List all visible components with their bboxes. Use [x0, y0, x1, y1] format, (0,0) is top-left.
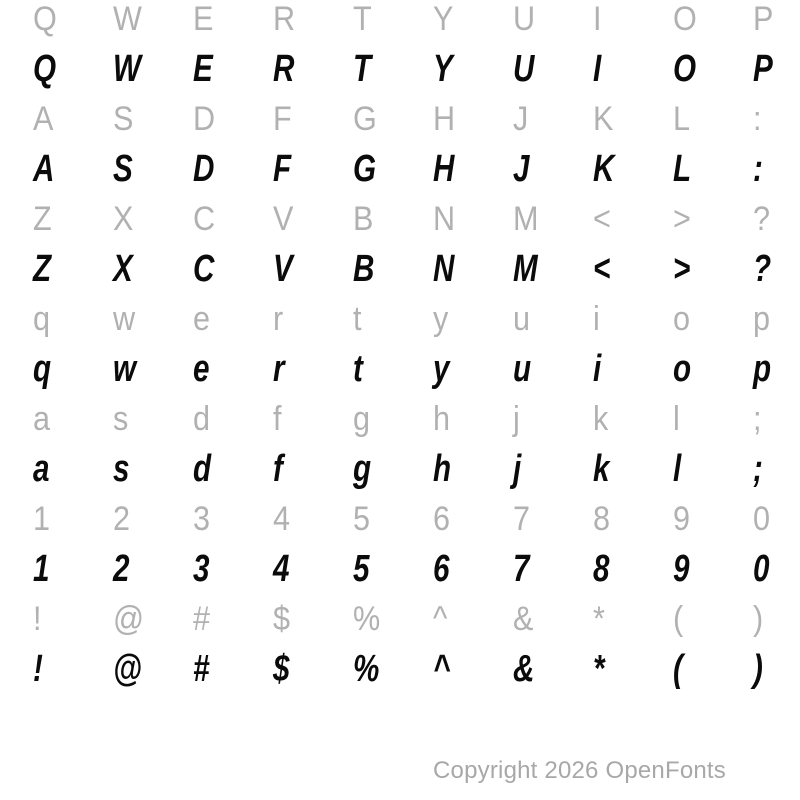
glyph-cell: i — [593, 348, 602, 390]
glyph-cell: 8 — [593, 548, 610, 590]
glyph-cell: K — [593, 148, 615, 190]
glyph-cell: * — [593, 600, 605, 638]
glyph-grid — [33, 0, 800, 694]
glyph-cell: k — [593, 400, 609, 438]
glyph-cell: f — [273, 400, 282, 438]
glyph-cell: V — [273, 200, 294, 238]
glyph-cell: A — [33, 100, 54, 138]
glyph-cell: 2 — [113, 500, 131, 538]
glyph-cell: P — [753, 48, 773, 90]
glyph-cell: Z — [33, 200, 52, 238]
glyph-cell: % — [353, 600, 381, 638]
glyph-cell: F — [273, 100, 292, 138]
glyph-cell: R — [273, 48, 295, 90]
glyph-cell: a — [33, 448, 50, 490]
glyph-cell: S — [113, 100, 134, 138]
glyph-cell: o — [673, 300, 691, 338]
glyph-cell: M — [513, 200, 539, 238]
glyph-cell: s — [113, 400, 129, 438]
glyph-cell: T — [353, 48, 372, 90]
glyph-cell: p — [753, 348, 772, 390]
glyph-cell: B — [353, 200, 374, 238]
glyph-cell: H — [433, 100, 456, 138]
glyph-cell: S — [113, 148, 133, 190]
glyph-cell: % — [353, 648, 380, 690]
glyph-cell: w — [113, 300, 136, 338]
glyph-cell: 1 — [33, 500, 51, 538]
glyph-cell: h — [433, 400, 451, 438]
glyph-cell: ( — [673, 600, 684, 638]
glyph-row-digits-muted — [33, 494, 800, 544]
glyph-row-digits-featured — [33, 544, 800, 594]
glyph-cell: d — [193, 448, 212, 490]
glyph-cell: G — [353, 100, 377, 138]
glyph-cell: f — [273, 448, 283, 490]
glyph-cell: D — [193, 148, 215, 190]
glyph-cell: Q — [33, 0, 57, 38]
glyph-cell: $ — [273, 600, 291, 638]
glyph-cell: g — [353, 400, 371, 438]
glyph-cell: # — [193, 648, 210, 690]
glyph-cell: 4 — [273, 548, 290, 590]
glyph-cell: U — [513, 0, 536, 38]
glyph-cell: E — [193, 48, 213, 90]
glyph-cell: 3 — [193, 500, 211, 538]
glyph-cell: ? — [753, 248, 772, 290]
glyph-row-uppercase-home-featured — [33, 144, 800, 194]
glyph-row-uppercase-top-muted — [33, 0, 800, 44]
glyph-cell: k — [593, 448, 610, 490]
glyph-cell: r — [273, 348, 285, 390]
glyph-cell: ! — [33, 648, 43, 690]
glyph-cell: ) — [753, 648, 763, 690]
glyph-cell: r — [273, 300, 284, 338]
glyph-cell: i — [593, 300, 600, 338]
glyph-cell: > — [673, 248, 691, 290]
glyph-cell: 8 — [593, 500, 611, 538]
glyph-cell: A — [33, 148, 55, 190]
glyph-cell: G — [353, 148, 377, 190]
glyph-cell: O — [673, 0, 697, 38]
glyph-cell: : — [753, 100, 762, 138]
glyph-cell: 0 — [753, 548, 770, 590]
glyph-cell: C — [193, 200, 216, 238]
glyph-row-lowercase-home-muted — [33, 394, 800, 444]
glyph-cell: D — [193, 100, 216, 138]
glyph-cell: g — [353, 448, 372, 490]
glyph-cell: 4 — [273, 500, 291, 538]
glyph-cell: Y — [433, 0, 454, 38]
copyright-text: Copyright 2026 OpenFonts — [433, 757, 726, 784]
glyph-row-symbols-featured — [33, 644, 800, 694]
glyph-cell: I — [593, 48, 602, 90]
glyph-cell: w — [113, 348, 137, 390]
glyph-cell: l — [673, 448, 682, 490]
glyph-cell: J — [513, 148, 530, 190]
glyph-cell: e — [193, 300, 211, 338]
glyph-cell: a — [33, 400, 51, 438]
glyph-cell: ) — [753, 600, 764, 638]
glyph-cell: P — [753, 0, 774, 38]
glyph-cell: 2 — [113, 548, 130, 590]
glyph-cell: W — [113, 0, 142, 38]
glyph-cell: u — [513, 348, 532, 390]
glyph-cell: > — [673, 200, 691, 238]
glyph-cell: < — [593, 248, 611, 290]
glyph-cell: $ — [273, 648, 290, 690]
glyph-cell: y — [433, 348, 450, 390]
glyph-row-symbols-muted — [33, 594, 800, 644]
glyph-cell: 5 — [353, 548, 370, 590]
glyph-cell: 7 — [513, 500, 531, 538]
glyph-cell: 7 — [513, 548, 530, 590]
glyph-cell: L — [673, 148, 692, 190]
glyph-row-lowercase-top-featured — [33, 344, 800, 394]
glyph-cell: R — [273, 0, 296, 38]
glyph-cell: I — [593, 0, 602, 38]
glyph-cell: o — [673, 348, 692, 390]
glyph-cell: h — [433, 448, 452, 490]
glyph-cell: : — [753, 148, 763, 190]
glyph-cell: N — [433, 248, 455, 290]
glyph-cell: q — [33, 300, 51, 338]
glyph-cell: 5 — [353, 500, 371, 538]
glyph-cell: # — [193, 600, 211, 638]
glyph-row-lowercase-home-featured — [33, 444, 800, 494]
glyph-cell: & — [513, 600, 534, 638]
glyph-cell: K — [593, 100, 614, 138]
glyph-row-uppercase-top-featured — [33, 44, 800, 94]
glyph-cell: @ — [113, 600, 145, 638]
glyph-cell: L — [673, 100, 691, 138]
glyph-row-uppercase-bottom-featured — [33, 244, 800, 294]
glyph-cell: X — [113, 200, 134, 238]
glyph-cell: < — [593, 200, 611, 238]
glyph-cell: & — [513, 648, 535, 690]
glyph-cell: Q — [33, 48, 57, 90]
glyph-cell: ; — [753, 400, 762, 438]
glyph-cell: V — [273, 248, 293, 290]
glyph-cell: E — [193, 0, 214, 38]
glyph-cell: Y — [433, 48, 453, 90]
glyph-cell: T — [353, 0, 372, 38]
glyph-cell: O — [673, 48, 697, 90]
glyph-cell: * — [593, 648, 605, 690]
glyph-cell: j — [513, 448, 522, 490]
glyph-cell: p — [753, 300, 771, 338]
glyph-cell: ^ — [433, 600, 448, 638]
glyph-cell: C — [193, 248, 215, 290]
glyph-cell: j — [513, 400, 520, 438]
glyph-cell: ! — [33, 600, 42, 638]
glyph-cell: q — [33, 348, 52, 390]
glyph-cell: ; — [753, 448, 763, 490]
glyph-cell: M — [513, 248, 538, 290]
glyph-cell: 1 — [33, 548, 50, 590]
glyph-cell: J — [513, 100, 529, 138]
glyph-cell: 0 — [753, 500, 771, 538]
glyph-cell: W — [113, 48, 141, 90]
glyph-cell: y — [433, 300, 449, 338]
glyph-cell: X — [113, 248, 133, 290]
glyph-cell: ( — [673, 648, 683, 690]
glyph-cell: 9 — [673, 500, 691, 538]
glyph-cell: N — [433, 200, 456, 238]
glyph-cell: u — [513, 300, 531, 338]
glyph-cell: 6 — [433, 548, 450, 590]
glyph-cell: d — [193, 400, 211, 438]
glyph-cell: 6 — [433, 500, 451, 538]
glyph-cell: ? — [753, 200, 771, 238]
glyph-row-lowercase-top-muted — [33, 294, 800, 344]
glyph-row-uppercase-bottom-muted — [33, 194, 800, 244]
glyph-row-uppercase-home-muted — [33, 94, 800, 144]
glyph-cell: B — [353, 248, 375, 290]
glyph-cell: 3 — [193, 548, 210, 590]
glyph-cell: t — [353, 348, 363, 390]
glyph-cell: s — [113, 448, 130, 490]
glyph-cell: l — [673, 400, 680, 438]
glyph-cell: Z — [33, 248, 52, 290]
glyph-cell: U — [513, 48, 535, 90]
glyph-cell: ^ — [433, 648, 451, 690]
glyph-cell: t — [353, 300, 362, 338]
glyph-cell: F — [273, 148, 292, 190]
glyph-cell: e — [193, 348, 210, 390]
glyph-cell: @ — [113, 648, 142, 690]
glyph-cell: H — [433, 148, 455, 190]
glyph-cell: 9 — [673, 548, 690, 590]
